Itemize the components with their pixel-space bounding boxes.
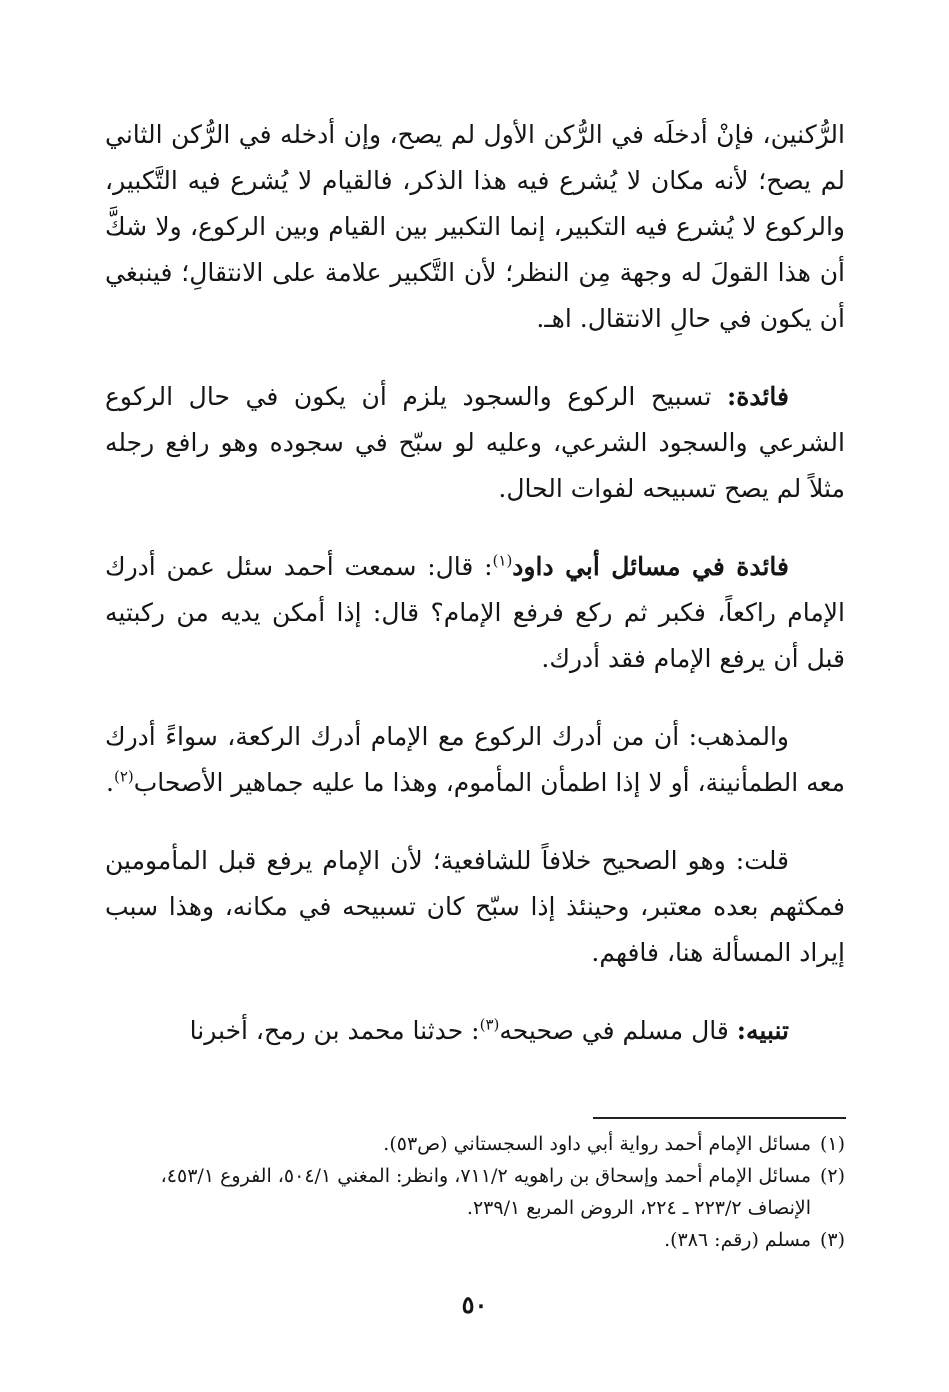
paragraph-4: [105, 714, 845, 806]
paragraph-3-text: : قال: سمعت أحمد سئل عمن أدرك الإمام راكعاً، فكبر ثم ركع فرفع الإمام؟ قال: إذا أمكن يديه من ركبتيه قبل أن يرفع الإمام فقد أدرك.: [105, 552, 845, 673]
footnote-3-text: مسلم (رقم: ٣٨٦).: [664, 1229, 811, 1251]
main-text: [105, 112, 845, 1086]
footnote-2: [105, 1160, 845, 1224]
paragraph-3: [105, 544, 845, 682]
page-number: ٥٠: [461, 1290, 488, 1319]
footnotes: [105, 1128, 845, 1256]
footnote-3-number: (٣): [819, 1229, 845, 1251]
footnote-1-text: مسائل الإمام أحمد رواية أبي داود السجستاني (ص٥٣).: [383, 1133, 811, 1155]
footnote-2-text: مسائل الإمام أحمد وإسحاق بن راهويه ٧١١/٢، وانظر: المغني ٥٠٤/١، الفروع ٤٥٣/١، الإنصاف ٢٢٣/٢ ـ ٢٢٤، الروض المربع ٢٣٩/١.: [160, 1165, 811, 1219]
footnote-1-number: (١): [819, 1133, 845, 1155]
paragraph-3-label: فائدة في مسائل أبي داود: [512, 552, 789, 581]
paragraph-2: [105, 374, 845, 512]
footnote-separator: [593, 1117, 846, 1119]
paragraph-2-text: تسبيح الركوع والسجود يلزم أن يكون في حال الركوع الشرعي والسجود الشرعي، وعليه لو سبّح في سجوده وهو رافع رجله مثلاً لم يصح تسبيحه لفوات الحال.: [105, 382, 845, 503]
footnote-2-number: (٢): [819, 1165, 845, 1187]
paragraph-1-text: الرُّكنين، فإنْ أدخلَه في الرُّكن الأول لم يصح، وإن أدخله في الرُّكن الثاني لم يصح؛ لأنه مكان لا يُشرع فيه هذا الذكر، فالقيام لا يُشرع فيه التَّكبير، والركوع لا يُشرع فيه التكبير، إنما التكبير بين القيام وبين الركوع، ولا شكَّ أن هذا القولَ له وجهة مِن النظر؛ لأن التَّكبير علامة على الانتقالِ؛ فينبغي أن يكون في حالِ الانتقال. اهـ.: [105, 120, 845, 333]
footnote-ref-1: (١): [492, 551, 513, 570]
paragraph-5-text: قلت: وهو الصحيح خلافاً للشافعية؛ لأن الإمام يرفع قبل المأمومين فمكثهم بعده معتبر، وحينئذ إذا سبّح كان تسبيحه في مكانه، وهذا سبب إيراد المسألة هنا، فافهم.: [105, 846, 845, 967]
paragraph-6-tail: : حدثنا محمد بن رمح، أخبرنا: [189, 1016, 480, 1045]
footnote-ref-3: (٣): [479, 1015, 500, 1034]
paragraph-2-label: فائدة:: [727, 382, 789, 411]
footnote-1: [105, 1128, 845, 1160]
paragraph-6: [105, 1008, 845, 1054]
paragraph-6-text: قال مسلم في صحيحه: [499, 1016, 729, 1045]
paragraph-4-text: والمذهب: أن من أدرك الركوع مع الإمام أدرك الركعة، سواءً أدرك معه الطمأنينة، أو لا إذا اطمأن المأموم، وهذا ما عليه جماهير الأصحاب: [105, 722, 845, 797]
paragraph-5: [105, 838, 845, 976]
paragraph-4-tail: .: [106, 768, 114, 797]
paragraph-6-label: تنبيه:: [736, 1016, 789, 1045]
footnote-ref-2: (٢): [113, 767, 134, 786]
paragraph-1: [105, 112, 845, 342]
footnote-3: [105, 1224, 845, 1256]
